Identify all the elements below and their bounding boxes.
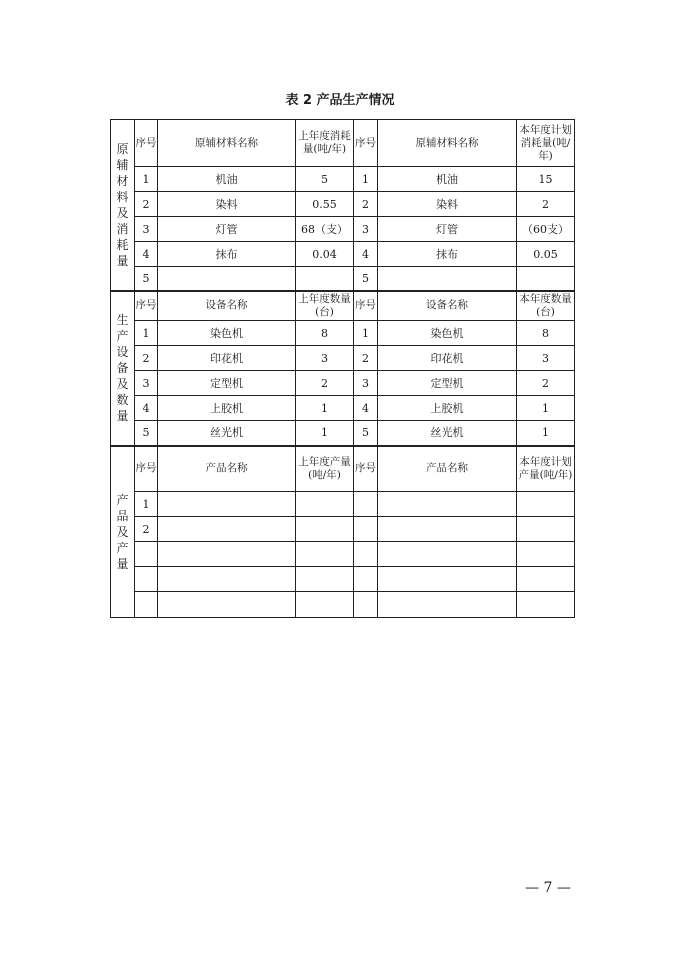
seq2-cell: 4: [354, 396, 378, 421]
last-year-cell: 0.55: [296, 192, 354, 217]
seq2-cell: 4: [354, 242, 378, 267]
last-year-cell: 2: [296, 371, 354, 396]
last-year-header: 上年度产量(吨/年): [296, 446, 354, 492]
last-year-cell: 3: [296, 346, 354, 371]
table-row: [111, 396, 575, 421]
last-year-cell: 1: [296, 421, 354, 446]
table-row: [111, 492, 575, 517]
table-row: [111, 267, 575, 291]
name-header: 产品名称: [158, 446, 296, 492]
table-row: [111, 592, 575, 618]
name2-cell: [378, 492, 517, 517]
seq2-cell: [354, 567, 378, 592]
table-row: [111, 346, 575, 371]
this-year-cell: [517, 567, 575, 592]
last-year-cell: [296, 492, 354, 517]
seq2-header: 序号: [354, 446, 378, 492]
name-cell: [158, 567, 296, 592]
this-year-cell: 1: [517, 421, 575, 446]
this-year-cell: [517, 267, 575, 291]
name-cell: [158, 542, 296, 567]
seq-cell: 1: [135, 167, 158, 192]
this-year-cell: 2: [517, 371, 575, 396]
name2-cell: 染色机: [378, 321, 517, 346]
last-year-cell: 8: [296, 321, 354, 346]
name2-cell: [378, 517, 517, 542]
seq2-header: 序号: [354, 120, 378, 167]
table-row: [111, 242, 575, 267]
seq2-cell: 1: [354, 167, 378, 192]
seq-cell: 1: [135, 492, 158, 517]
seq-cell: 2: [135, 346, 158, 371]
this-year-cell: 3: [517, 346, 575, 371]
materials-section-label: [111, 120, 135, 291]
seq-cell: [135, 567, 158, 592]
table-row: [111, 321, 575, 346]
this-year-cell: 8: [517, 321, 575, 346]
seq-cell: 4: [135, 242, 158, 267]
name-cell: 丝光机: [158, 421, 296, 446]
this-year-header: 本年度计划消耗量(吨/年): [517, 120, 575, 167]
name-cell: 上胶机: [158, 396, 296, 421]
last-year-cell: 68（支）: [296, 217, 354, 242]
name2-cell: [378, 542, 517, 567]
table-row: [111, 192, 575, 217]
last-year-header: 上年度消耗量(吨/年): [296, 120, 354, 167]
name-cell: [158, 267, 296, 291]
name2-header: 原辅材料名称: [378, 120, 517, 167]
seq2-cell: [354, 492, 378, 517]
seq-cell: 2: [135, 517, 158, 542]
last-year-cell: 5: [296, 167, 354, 192]
this-year-cell: [517, 492, 575, 517]
name-cell: 染色机: [158, 321, 296, 346]
products-section-label: [111, 446, 135, 618]
last-year-cell: 1: [296, 396, 354, 421]
seq-cell: 3: [135, 371, 158, 396]
name-cell: [158, 492, 296, 517]
production-table: [110, 119, 575, 618]
name2-cell: 机油: [378, 167, 517, 192]
name-cell: 抹布: [158, 242, 296, 267]
seq2-cell: 2: [354, 192, 378, 217]
section-label-text: 原辅材料及消耗量: [116, 141, 129, 268]
name-header: 原辅材料名称: [158, 120, 296, 167]
name2-cell: [378, 592, 517, 618]
table-row: [111, 542, 575, 567]
materials-header-row: [111, 120, 575, 167]
this-year-cell: 1: [517, 396, 575, 421]
name2-header: 产品名称: [378, 446, 517, 492]
seq-cell: 4: [135, 396, 158, 421]
name2-cell: 印花机: [378, 346, 517, 371]
this-year-cell: [517, 517, 575, 542]
last-year-cell: [296, 567, 354, 592]
name2-cell: 丝光机: [378, 421, 517, 446]
name-cell: 印花机: [158, 346, 296, 371]
seq2-cell: 5: [354, 267, 378, 291]
name2-cell: 染料: [378, 192, 517, 217]
this-year-cell: 0.05: [517, 242, 575, 267]
last-year-cell: [296, 267, 354, 291]
last-year-cell: [296, 517, 354, 542]
name2-cell: [378, 567, 517, 592]
this-year-cell: 2: [517, 192, 575, 217]
table-row: [111, 421, 575, 446]
name-header: 设备名称: [158, 291, 296, 321]
table-row: [111, 167, 575, 192]
name-cell: 灯管: [158, 217, 296, 242]
seq-cell: 3: [135, 217, 158, 242]
seq2-header: 序号: [354, 291, 378, 321]
seq2-cell: 3: [354, 217, 378, 242]
products-header-row: [111, 446, 575, 492]
seq2-cell: [354, 592, 378, 618]
last-year-cell: [296, 542, 354, 567]
seq-header: 序号: [135, 446, 158, 492]
this-year-cell: [517, 542, 575, 567]
seq-header: 序号: [135, 291, 158, 321]
seq2-cell: 3: [354, 371, 378, 396]
name-cell: [158, 517, 296, 542]
this-year-header: 本年度数量(台): [517, 291, 575, 321]
seq2-cell: 2: [354, 346, 378, 371]
last-year-header: 上年度数量(台): [296, 291, 354, 321]
name2-cell: [378, 267, 517, 291]
page-number: — 7 —: [525, 880, 571, 896]
name2-cell: 灯管: [378, 217, 517, 242]
seq2-cell: 1: [354, 321, 378, 346]
seq-header: 序号: [135, 120, 158, 167]
this-year-cell: （60支）: [517, 217, 575, 242]
table-title: 表 2 产品生产情况: [285, 93, 395, 108]
name-cell: 定型机: [158, 371, 296, 396]
name-cell: 机油: [158, 167, 296, 192]
seq2-cell: [354, 542, 378, 567]
name2-cell: 定型机: [378, 371, 517, 396]
name2-cell: 抹布: [378, 242, 517, 267]
equipment-header-row: [111, 291, 575, 321]
name2-header: 设备名称: [378, 291, 517, 321]
last-year-cell: [296, 592, 354, 618]
name-cell: [158, 592, 296, 618]
seq-cell: [135, 592, 158, 618]
table-row: [111, 567, 575, 592]
seq2-cell: 5: [354, 421, 378, 446]
table-row: [111, 517, 575, 542]
last-year-cell: 0.04: [296, 242, 354, 267]
section-label-text: 产品及产量: [116, 492, 129, 571]
name-cell: 染料: [158, 192, 296, 217]
seq-cell: 5: [135, 421, 158, 446]
table-row: [111, 371, 575, 396]
this-year-cell: 15: [517, 167, 575, 192]
seq-cell: 5: [135, 267, 158, 291]
seq-cell: 2: [135, 192, 158, 217]
this-year-header: 本年度计划产量(吨/年): [517, 446, 575, 492]
section-label-text: 生产设备及数量: [116, 313, 129, 423]
this-year-cell: [517, 592, 575, 618]
seq-cell: 1: [135, 321, 158, 346]
seq2-cell: [354, 517, 378, 542]
equipment-section-label: [111, 291, 135, 446]
table-row: [111, 217, 575, 242]
seq-cell: [135, 542, 158, 567]
name2-cell: 上胶机: [378, 396, 517, 421]
